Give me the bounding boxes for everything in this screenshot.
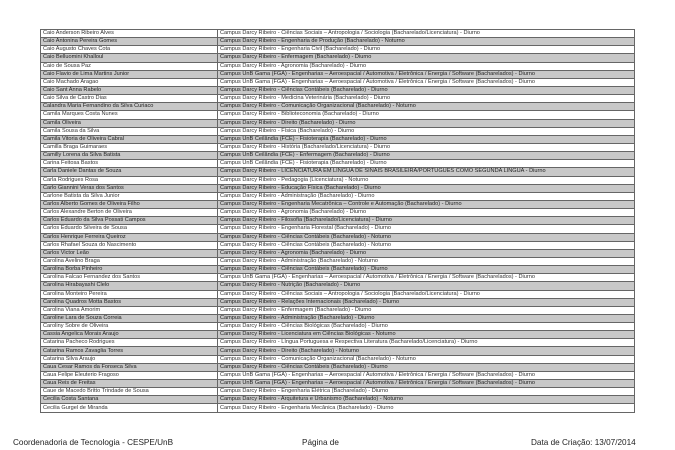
table-row [41, 396, 635, 404]
candidate-name-cell: Carolina Borba Pinheiro [41, 266, 218, 274]
table-row [41, 135, 635, 143]
course-cell: Campus Darcy Ribeiro - História (Bacharelado/Licenciatura) - Diurno [218, 143, 635, 151]
candidate-name-cell: Carolina Hirabayashi Clelo [41, 282, 218, 290]
course-cell: Campus Darcy Ribeiro - Administração (Bacharelado) - Noturno [218, 257, 635, 265]
candidate-name-cell: Camilla Braga Guimaraes [41, 143, 218, 151]
table-row [41, 184, 635, 192]
candidate-name-cell: Carla Rodrigues Rosa [41, 176, 218, 184]
candidate-name-cell: Carlos Alexandre Berton de Oliveira [41, 209, 218, 217]
candidate-name-cell: Carla Daniele Dantas de Souza [41, 168, 218, 176]
course-cell: Campus UnB Gama (FGA) - Engenharias – Aeroespacial / Automotiva / Eletrônica / Energia / Software (Bacharelados) - Diurno [218, 371, 635, 379]
table-row [41, 347, 635, 355]
table-row [41, 404, 635, 412]
candidate-name-cell: Caio Belluomini Khalloul [41, 54, 218, 62]
candidate-name-cell: Carlone Batista da Silva Junior [41, 192, 218, 200]
course-cell: Campus Darcy Ribeiro - Filosofia (Bacharelado/Licenciatura) - Diurno [218, 217, 635, 225]
table-row [41, 306, 635, 314]
table-row [41, 176, 635, 184]
table-row [41, 225, 635, 233]
candidate-name-cell: Carolina Avelino Braga [41, 257, 218, 265]
candidate-name-cell: Caio Flavio de Lima Martins Junior [41, 70, 218, 78]
candidate-name-cell: Caio de Sousa Paz [41, 62, 218, 70]
course-cell: Campus Darcy Ribeiro - Educação Física (Bacharelado) - Diurno [218, 184, 635, 192]
course-cell: Campus UnB Gama (FGA) - Engenharias – Aeroespacial / Automotiva / Eletrônica / Energia / Software (Bacharelados) - Diurno [218, 70, 635, 78]
course-cell: Campus Darcy Ribeiro - Ciências Contábeis (Bacharelado) - Noturno [218, 233, 635, 241]
table-row [41, 233, 635, 241]
table-row [41, 355, 635, 363]
table-row [41, 323, 635, 331]
course-cell: Campus Darcy Ribeiro - Agronomia (Bacharelado) - Diurno [218, 249, 635, 257]
course-cell: Campus Darcy Ribeiro - Engenharia Elétrica (Bacharelado) - Diurno [218, 388, 635, 396]
candidate-name-cell: Carolina Falcao Fernandez dos Santos [41, 274, 218, 282]
table-row [41, 78, 635, 86]
table-row [41, 143, 635, 151]
candidate-name-cell: Camila Marques Costa Nunes [41, 111, 218, 119]
table-row [41, 54, 635, 62]
table-row [41, 30, 635, 38]
table-row [41, 298, 635, 306]
candidate-name-cell: Carolina Viana Amorim [41, 306, 218, 314]
course-cell: Campus Darcy Ribeiro - Pedagogia (Licenciatura) - Noturno [218, 176, 635, 184]
table-row [41, 217, 635, 225]
course-cell: Campus Darcy Ribeiro - Direito (Bacharelado) - Noturno [218, 347, 635, 355]
course-cell: Campus Darcy Ribeiro - Relações Internacionais (Bacharelado) - Diurno [218, 298, 635, 306]
candidate-name-cell: Caua Reis de Freitas [41, 380, 218, 388]
candidate-name-cell: Caio Augusto Chaves Cota [41, 46, 218, 54]
footer-organization: Coordenadoria de Tecnologia - CESPE/UnB [13, 438, 174, 447]
candidate-name-cell: Catarina Ramos Zavaglia Torres [41, 347, 218, 355]
course-cell: Campus Darcy Ribeiro - Administração (Bacharelado) - Diurno [218, 314, 635, 322]
course-cell: Campus Darcy Ribeiro - Ciências Contábeis (Bacharelado) - Diurno [218, 363, 635, 371]
candidate-name-cell: Carolina Monteiro Pereira [41, 290, 218, 298]
table-row [41, 380, 635, 388]
candidate-name-cell: Carolina Quadros Motta Bastos [41, 298, 218, 306]
course-cell: Campus Darcy Ribeiro - Engenharia Mecânica (Bacharelado) - Diurno [218, 404, 635, 412]
course-cell: Campus Darcy Ribeiro - Física (Bacharelado) - Diurno [218, 127, 635, 135]
course-cell: Campus Darcy Ribeiro - Engenharia Florestal (Bacharelado) - Diurno [218, 225, 635, 233]
course-cell: Campus Darcy Ribeiro - Agronomia (Bacharelado) - Diurno [218, 209, 635, 217]
table-row [41, 257, 635, 265]
results-table-container [40, 29, 634, 413]
table-row [41, 168, 635, 176]
table-row [41, 314, 635, 322]
course-cell: Campus Darcy Ribeiro - Direito (Bacharelado) - Diurno [218, 119, 635, 127]
table-row [41, 200, 635, 208]
candidate-name-cell: Caio Sant Anna Rabelo [41, 86, 218, 94]
table-row [41, 339, 635, 347]
candidate-name-cell: Cecilia Gurgel de Miranda [41, 404, 218, 412]
candidate-name-cell: Caue de Macedo Britto Trindade de Sousa [41, 388, 218, 396]
course-cell: Campus Darcy Ribeiro - Enfermagem (Bacharelado) - Diurno [218, 306, 635, 314]
candidate-name-cell: Caroliny Sobre de Oliveira [41, 323, 218, 331]
course-cell: Campus Darcy Ribeiro - Ciências Contábeis (Bacharelado) - Diurno [218, 86, 635, 94]
candidate-name-cell: Catarina Silva Araujo [41, 355, 218, 363]
course-cell: Campus Darcy Ribeiro - Arquitetura e Urbanismo (Bacharelado) - Noturno [218, 396, 635, 404]
table-row [41, 95, 635, 103]
candidate-name-cell: Caua Cesar Ramos da Fonseca Silva [41, 363, 218, 371]
course-cell: Campus Darcy Ribeiro - Comunicação Organizacional (Bacharelado) - Noturno [218, 103, 635, 111]
table-row [41, 62, 635, 70]
table-row [41, 103, 635, 111]
course-cell: Campus Darcy Ribeiro - Biblioteconomia (Bacharelado) - Diurno [218, 111, 635, 119]
table-row [41, 127, 635, 135]
table-row [41, 282, 635, 290]
results-table [40, 29, 635, 413]
table-row [41, 363, 635, 371]
course-cell: Campus UnB Gama (FGA) - Engenharias – Aeroespacial / Automotiva / Eletrônica / Energia / Software (Bacharelados) - Diurno [218, 274, 635, 282]
course-cell: Campus Darcy Ribeiro - Ciências Contábeis (Bacharelado) - Diurno [218, 266, 635, 274]
candidate-name-cell: Caio Machado Aragao [41, 78, 218, 86]
results-table-body [41, 30, 635, 413]
course-cell: Campus Darcy Ribeiro - Engenharia Civil (Bacharelado) - Diurno [218, 46, 635, 54]
table-row [41, 86, 635, 94]
candidate-name-cell: Carlo Giannini Veras dos Santos [41, 184, 218, 192]
candidate-name-cell: Caio Antonina Pereira Gomes [41, 38, 218, 46]
footer-creation-date: Data de Criação: 13/07/2014 [531, 438, 636, 447]
table-row [41, 160, 635, 168]
candidate-name-cell: Caua Felipe Eleuterio Fragoso [41, 371, 218, 379]
candidate-name-cell: Cecilia Costa Santana [41, 396, 218, 404]
course-cell: Campus UnB Gama (FGA) - Engenharias – Aeroespacial / Automotiva / Eletrônica / Energia / Software (Bacharelados) - Diurno [218, 380, 635, 388]
table-row [41, 70, 635, 78]
candidate-name-cell: Camila Vitoria de Oliveira Cabral [41, 135, 218, 143]
table-row [41, 371, 635, 379]
candidate-name-cell: Carlos Eduardo Silveira de Sousa [41, 225, 218, 233]
candidate-name-cell: Caio Anderson Ribeiro Alves [41, 30, 218, 38]
course-cell: Campus Darcy Ribeiro - Ciências Sociais – Antropologia / Sociologia (Bacharelado/Licenciatura) - Diurno [218, 30, 635, 38]
course-cell: Campus UnB Ceilândia (FCE) - Fisioterapia (Bacharelado) - Diurno [218, 135, 635, 143]
candidate-name-cell: Camila Sousa da Silva [41, 127, 218, 135]
candidate-name-cell: Caroline Lara de Souza Correia [41, 314, 218, 322]
candidate-name-cell: Carlos Rhafael Souza do Nascimento [41, 241, 218, 249]
course-cell: Campus UnB Ceilândia (FCE) - Enfermagem (Bacharelado) - Diurno [218, 152, 635, 160]
course-cell: Campus Darcy Ribeiro - Língua Portuguesa e Respectiva Literatura (Bacharelado/Licenciatura) - Diurno [218, 339, 635, 347]
course-cell: Campus UnB Ceilândia (FCE) - Fisioterapia (Bacharelado) - Diurno [218, 160, 635, 168]
candidate-name-cell: Calandra Maria Fernandino da Silva Curiaco [41, 103, 218, 111]
candidate-name-cell: Carina Feitosa Bastos [41, 160, 218, 168]
course-cell: Campus Darcy Ribeiro - LICENCIATURA EM LÍNGUA DE SINAIS BRASILEIRA/PORTUGUÊS COMO SEGUNDA LÍNGUA - Diurno [218, 168, 635, 176]
course-cell: Campus Darcy Ribeiro - Enfermagem (Bacharelado) - Diurno [218, 54, 635, 62]
course-cell: Campus Darcy Ribeiro - Medicina Veterinária (Bacharelado) - Diurno [218, 95, 635, 103]
table-row [41, 290, 635, 298]
candidate-name-cell: Catarina Pacheco Rodrigues [41, 339, 218, 347]
table-row [41, 241, 635, 249]
course-cell: Campus Darcy Ribeiro - Comunicação Organizacional (Bacharelado) - Noturno [218, 355, 635, 363]
candidate-name-cell: Camila Oliveira [41, 119, 218, 127]
table-row [41, 274, 635, 282]
course-cell: Campus Darcy Ribeiro - Engenharia Mecatrônica – Controle e Automação (Bacharelado) - Diurno [218, 200, 635, 208]
course-cell: Campus Darcy Ribeiro - Licenciatura em Ciências Biológicas - Noturno [218, 331, 635, 339]
table-row [41, 331, 635, 339]
table-row [41, 249, 635, 257]
course-cell: Campus Darcy Ribeiro - Engenharia de Produção (Bacharelado) - Noturno [218, 38, 635, 46]
course-cell: Campus Darcy Ribeiro - Ciências Biológicas (Bacharelado) - Diurno [218, 323, 635, 331]
course-cell: Campus UnB Gama (FGA) - Engenharias – Aeroespacial / Automotiva / Eletrônica / Energia / Software (Bacharelados) - Diurno [218, 78, 635, 86]
course-cell: Campus Darcy Ribeiro - Agronomia (Bacharelado) - Diurno [218, 62, 635, 70]
table-row [41, 46, 635, 54]
table-row [41, 38, 635, 46]
course-cell: Campus Darcy Ribeiro - Ciências Sociais – Antropologia / Sociologia (Bacharelado/Licenciatura) - Diurno [218, 290, 635, 298]
table-row [41, 388, 635, 396]
candidate-name-cell: Carlos Henrique Ferreira Queiroz [41, 233, 218, 241]
course-cell: Campus Darcy Ribeiro - Nutrição (Bacharelado) - Diurno [218, 282, 635, 290]
table-row [41, 209, 635, 217]
candidate-name-cell: Carlos Alberto Gomes de Oliveira Filho [41, 200, 218, 208]
table-row [41, 266, 635, 274]
table-row [41, 119, 635, 127]
table-row [41, 152, 635, 160]
candidate-name-cell: Camilly Lorena da Silva Batista [41, 152, 218, 160]
footer-page-number: Página de [302, 438, 339, 447]
course-cell: Campus Darcy Ribeiro - Administração (Bacharelado) - Diurno [218, 192, 635, 200]
table-row [41, 111, 635, 119]
course-cell: Campus Darcy Ribeiro - Ciências Contábeis (Bacharelado) - Noturno [218, 241, 635, 249]
candidate-name-cell: Carlos Eduardo da Silva Possati Campos [41, 217, 218, 225]
candidate-name-cell: Caio Silva de Castro Dias [41, 95, 218, 103]
table-row [41, 192, 635, 200]
candidate-name-cell: Carlos Victor Leão [41, 249, 218, 257]
candidate-name-cell: Cassia Angelica Morais Araujo [41, 331, 218, 339]
